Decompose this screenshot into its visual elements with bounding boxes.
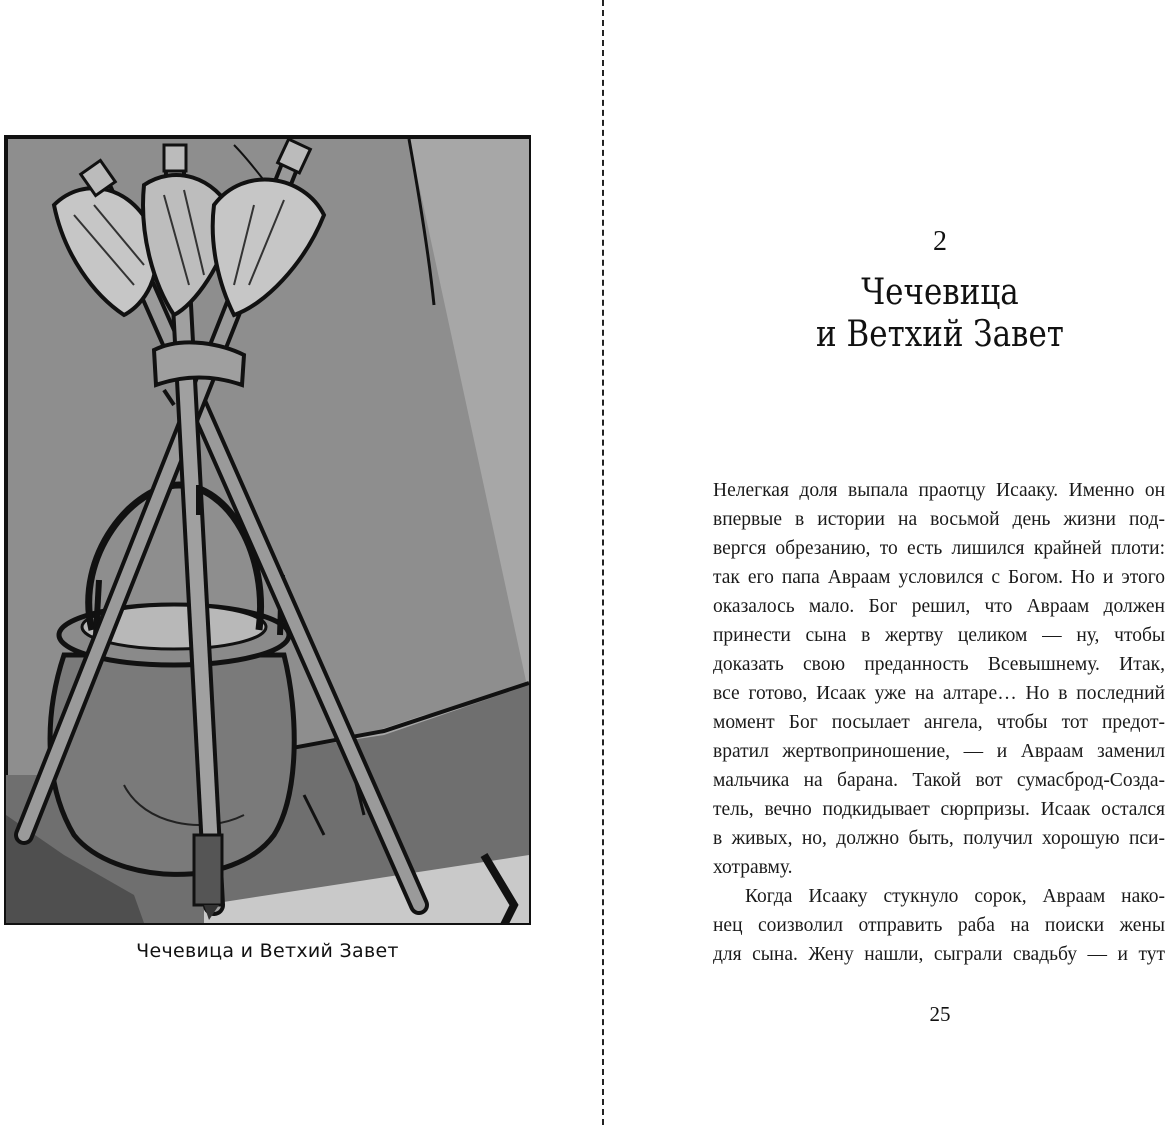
- text-line: нец соизволил отправить раба на поиски жены: [713, 915, 1165, 936]
- text-line: для сына. Жену нашли, сыграли свадьбу — и тут: [713, 944, 1165, 965]
- text-line: вергся обрезанию, то есть лишился крайней плоти:: [713, 538, 1165, 559]
- text-line: впервые в истории на восьмой день жизни под-: [713, 509, 1165, 530]
- text-line: так его папа Авраам условился с Богом. Но и этого: [713, 567, 1165, 588]
- text-line: доказать свою преданность Всевышнему. Итак,: [713, 654, 1165, 675]
- text-line: в живых, но, должно быть, получил хорошую пси-: [713, 828, 1165, 849]
- text-line: хотравму.: [713, 857, 793, 878]
- chapter-title: [785, 272, 1095, 356]
- body-text: [713, 476, 1165, 969]
- chapter-title-line: и Ветхий Завет: [816, 314, 1064, 355]
- chapter-number: 2: [933, 226, 947, 257]
- text-line: вратил жертвоприношение, — и Авраам заменил: [713, 741, 1165, 762]
- page-divider: [602, 0, 604, 1125]
- text-line: тель, вечно подкидывает сюрпризы. Исаак остался: [713, 799, 1165, 820]
- illustration-caption: Чечевица и Ветхий Завет: [136, 940, 399, 962]
- page-number: 25: [929, 1002, 951, 1026]
- illustration-cauldron-tripod: [4, 135, 531, 925]
- text-line: принести сына в жертву целиком — ну, чтобы: [713, 625, 1165, 646]
- text-line: момент Бог посылает ангела, чтобы тот предот-: [713, 712, 1165, 733]
- text-line: мальчика на барана. Такой вот сумасброд-Созда-: [713, 770, 1165, 791]
- text-line: оказалось мало. Бог решил, что Авраам должен: [713, 596, 1165, 617]
- text-line: Когда Исааку стукнуло сорок, Авраам нако-: [745, 886, 1165, 907]
- text-line: Нелегкая доля выпала праотцу Исааку. Именно он: [713, 480, 1165, 501]
- chapter-title-line: Чечевица: [861, 272, 1019, 313]
- text-line: все готово, Исаак уже на алтаре… Но в последний: [713, 683, 1165, 704]
